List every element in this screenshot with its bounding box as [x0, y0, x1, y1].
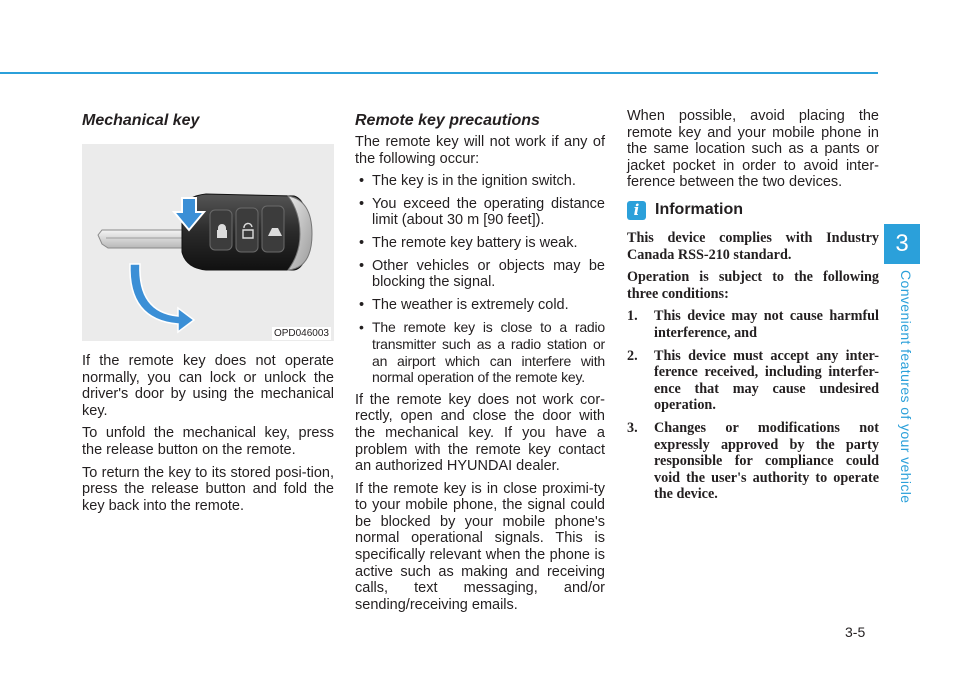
paragraph: If the remote key does not operate normally, you can lock or unlock the driver's door by using the mechanical key.: [82, 353, 334, 419]
paragraph: To unfold the mechanical key, press the release button on the remote.: [82, 425, 334, 458]
list-item: • The remote key is close to a radio transmitter such as a radio station or an airport which can interfere with normal operation of the remote key.: [359, 319, 605, 386]
chapter-tab: 3: [884, 224, 920, 264]
list-item: 1. This device may not cause harmful interference, and: [627, 308, 879, 341]
list-item: • You exceed the operating distance limit (about 30 m [90 feet]).: [359, 195, 605, 229]
info-icon: i: [627, 201, 646, 220]
paragraph: If the remote key does not work cor-rectly, open and close the door with the mechanical key. If you have a problem with the remote key contact an authorized HYUNDAI dealer.: [355, 391, 605, 475]
page-number: 3-5: [845, 624, 866, 640]
column-mechanical-key: [82, 108, 334, 520]
info-paragraph: This device complies with Industry Canada RSS-210 standard.: [627, 229, 879, 263]
info-paragraph: Operation is subject to the following three conditions:: [627, 269, 879, 302]
information-header: [627, 201, 879, 220]
fold-arrow-icon: [130, 264, 194, 332]
list-item: 2. This device must accept any inter-ference received, including interfer-ence that may cause undesired operation.: [627, 347, 879, 414]
paragraph: When possible, avoid placing the remote key and your mobile phone in the same location such as a pants or jacket pocket in order to avoid inter-ference between the two devices.: [627, 108, 879, 191]
list-item: • The key is in the ignition switch.: [359, 173, 576, 190]
list-item: 3. Changes or modifications not expressly approved by the party responsible for compliance could void the user's authority to operate the device.: [627, 419, 879, 503]
list-item: • Other vehicles or objects may be blocking the signal.: [359, 257, 605, 291]
figure-code: OPD046003: [273, 328, 329, 339]
information-title: Information: [655, 201, 743, 219]
top-rule: [0, 72, 878, 74]
paragraph: If the remote key is in close proximi-ty to your mobile phone, the signal could be blocked by your mobile phone's normal operational signals. This is specifically relevant when the phone is active such as making and receiving calls, text messaging, and/or sending/receiving emails.: [355, 480, 605, 613]
section-heading-remote-key-precautions: Remote key precautions: [355, 112, 540, 129]
conditions-list: [627, 308, 879, 503]
key-blade: [98, 230, 190, 248]
section-heading-mechanical-key: Mechanical key: [82, 112, 200, 129]
paragraph: To return the key to its stored posi-tion, press the release button and fold the key back into the remote.: [82, 464, 334, 514]
list-item: • The remote key battery is weak.: [359, 234, 578, 251]
column-information: [627, 108, 879, 509]
chapter-title: Convenient features of your vehicle: [898, 270, 914, 504]
paragraph: The remote key will not work if any of the following occur:: [355, 134, 605, 167]
column-remote-key-precautions: [355, 108, 605, 619]
key-fob-svg: [82, 144, 334, 341]
list-item: • The weather is extremely cold.: [359, 296, 569, 313]
key-illustration: [82, 144, 334, 341]
bullet-list: [355, 173, 605, 386]
